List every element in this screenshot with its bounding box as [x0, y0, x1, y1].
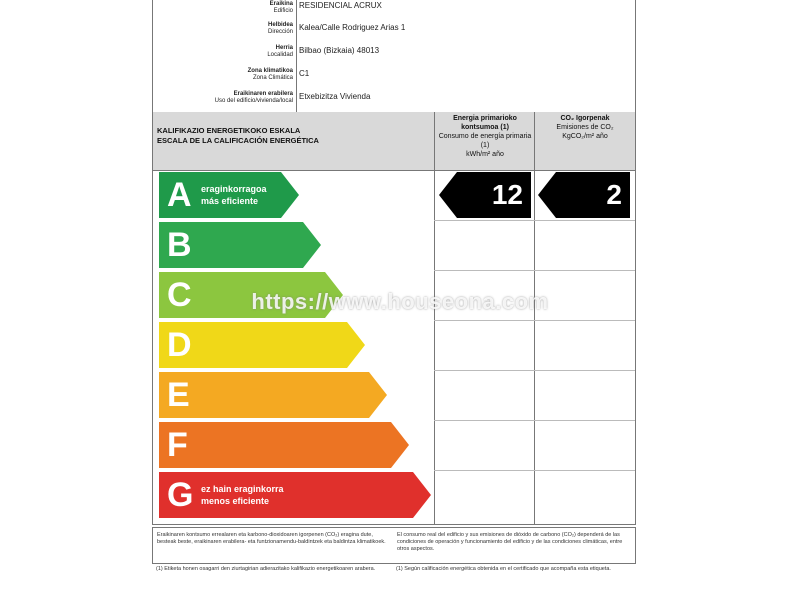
row-divider — [434, 220, 635, 221]
row-divider — [434, 470, 635, 471]
label-line-2: menos eficiente — [201, 496, 270, 506]
energy-header-unit: kWh/m² año — [466, 151, 504, 158]
label-line-1: ez hain eraginkorra — [201, 484, 284, 494]
rating-letter: B — [167, 226, 192, 264]
building-name: RESIDENCIAL ACRUX — [299, 1, 382, 10]
energy-header-sub: Consumo de energía primaria (1) — [438, 133, 532, 149]
rating-letter: G — [167, 476, 194, 514]
label-line-2: más eficiente — [201, 196, 259, 206]
label-line-1: eraginkorragoa — [201, 184, 267, 194]
row-divider — [434, 420, 635, 421]
row-divider — [434, 370, 635, 371]
energy-header-bold: Energia primarioko kontsumoa (1) — [453, 115, 517, 131]
label-es: Edificio — [273, 7, 293, 14]
footnote-es: (1) Según calificación energética obtenida en el certificado que acompaña esta etiqueta. — [396, 566, 611, 572]
building-usage: Etxebizitza Vivienda — [299, 92, 371, 101]
energy-value: 12 — [491, 179, 523, 210]
address: Kalea/Calle Rodriguez Arias 1 — [299, 23, 406, 32]
row-divider — [434, 270, 635, 271]
footnote-eu: (1) Etiketa honen osagarri den ziurtagirian adierazitako kalifikazio energetikoaren arabera. — [156, 566, 376, 572]
climate-zone: C1 — [299, 69, 310, 78]
arrow-fill — [159, 422, 409, 468]
arrow-shape — [159, 472, 431, 518]
column-divider — [534, 112, 535, 525]
rating-arrow-f — [159, 422, 409, 468]
co2-column-header — [537, 114, 633, 141]
co2-header-sub: Emisiones de CO₂ — [556, 124, 614, 131]
rating-letter: C — [167, 276, 192, 314]
scale-title — [157, 126, 319, 146]
co2-result-badge — [538, 172, 630, 218]
label-eu: Eraikina — [269, 1, 293, 7]
rating-arrow-b — [159, 222, 321, 268]
label-eu: Helbidea — [267, 22, 293, 28]
arrow-shape — [159, 372, 387, 418]
energy-column-header — [437, 114, 533, 159]
footer-box — [152, 527, 636, 564]
co2-header-bold: CO₂ Igorpenak — [560, 115, 610, 122]
label-es: Zona Climática — [252, 74, 293, 81]
co2-value: 2 — [606, 179, 622, 210]
arrow-fill — [159, 372, 387, 418]
watermark: https://www.houseona.com — [251, 289, 549, 314]
scale-title-es: ESCALA DE LA CALIFICACIÓN ENERGÉTICA — [157, 136, 319, 145]
rating-letter: D — [167, 326, 192, 364]
energy-certificate — [152, 0, 636, 525]
footer-text-eu: Eraikinaren kontsumo errealaren eta karbono-dioxidoaren igorpenen (CO₂) eragina dute, besteak beste, eraikinaren erabilera- eta funtzionamendu-baldintzek eta baldintza klimatikoek. — [157, 532, 386, 545]
label-eu: Herria — [275, 45, 293, 51]
arrow-shape — [159, 422, 409, 468]
label-es: Uso del edificio/vivienda/local — [214, 97, 293, 104]
rating-label — [201, 183, 267, 207]
row-divider — [434, 320, 635, 321]
rating-letter: A — [167, 176, 192, 214]
rating-arrow-a — [159, 172, 299, 218]
rating-arrow-g — [159, 472, 431, 518]
scale-header — [153, 112, 635, 171]
footer-text-es: El consumo real del edificio y sus emisiones de dióxido de carbono (CO₂) dependerá de las condiciones de operación y funcionamiento del edificio y de las condiciones climáticas, entre otros aspectos. — [397, 532, 623, 552]
rating-letter: F — [167, 426, 188, 464]
scale-title-eu: KALIFIKAZIO ENERGETIKOKO ESKALA — [157, 126, 301, 135]
label-eu: Zona klimatikoa — [247, 68, 293, 74]
rating-arrow-e — [159, 372, 387, 418]
column-divider — [434, 112, 435, 525]
co2-header-unit: KgCO₂/m² año — [562, 133, 608, 140]
label-es: Localidad — [267, 51, 293, 58]
rating-arrow-d — [159, 322, 365, 368]
locality: Bilbao (Bizkaia) 48013 — [299, 46, 380, 55]
rating-label — [201, 483, 284, 507]
label-es: Dirección — [267, 28, 293, 35]
arrow-fill — [159, 472, 431, 518]
label-eu: Eraikinaren erabilera — [233, 91, 293, 97]
rating-letter: E — [167, 376, 190, 414]
info-divider — [296, 0, 297, 112]
energy-result-badge — [439, 172, 531, 218]
building-info — [153, 0, 635, 113]
